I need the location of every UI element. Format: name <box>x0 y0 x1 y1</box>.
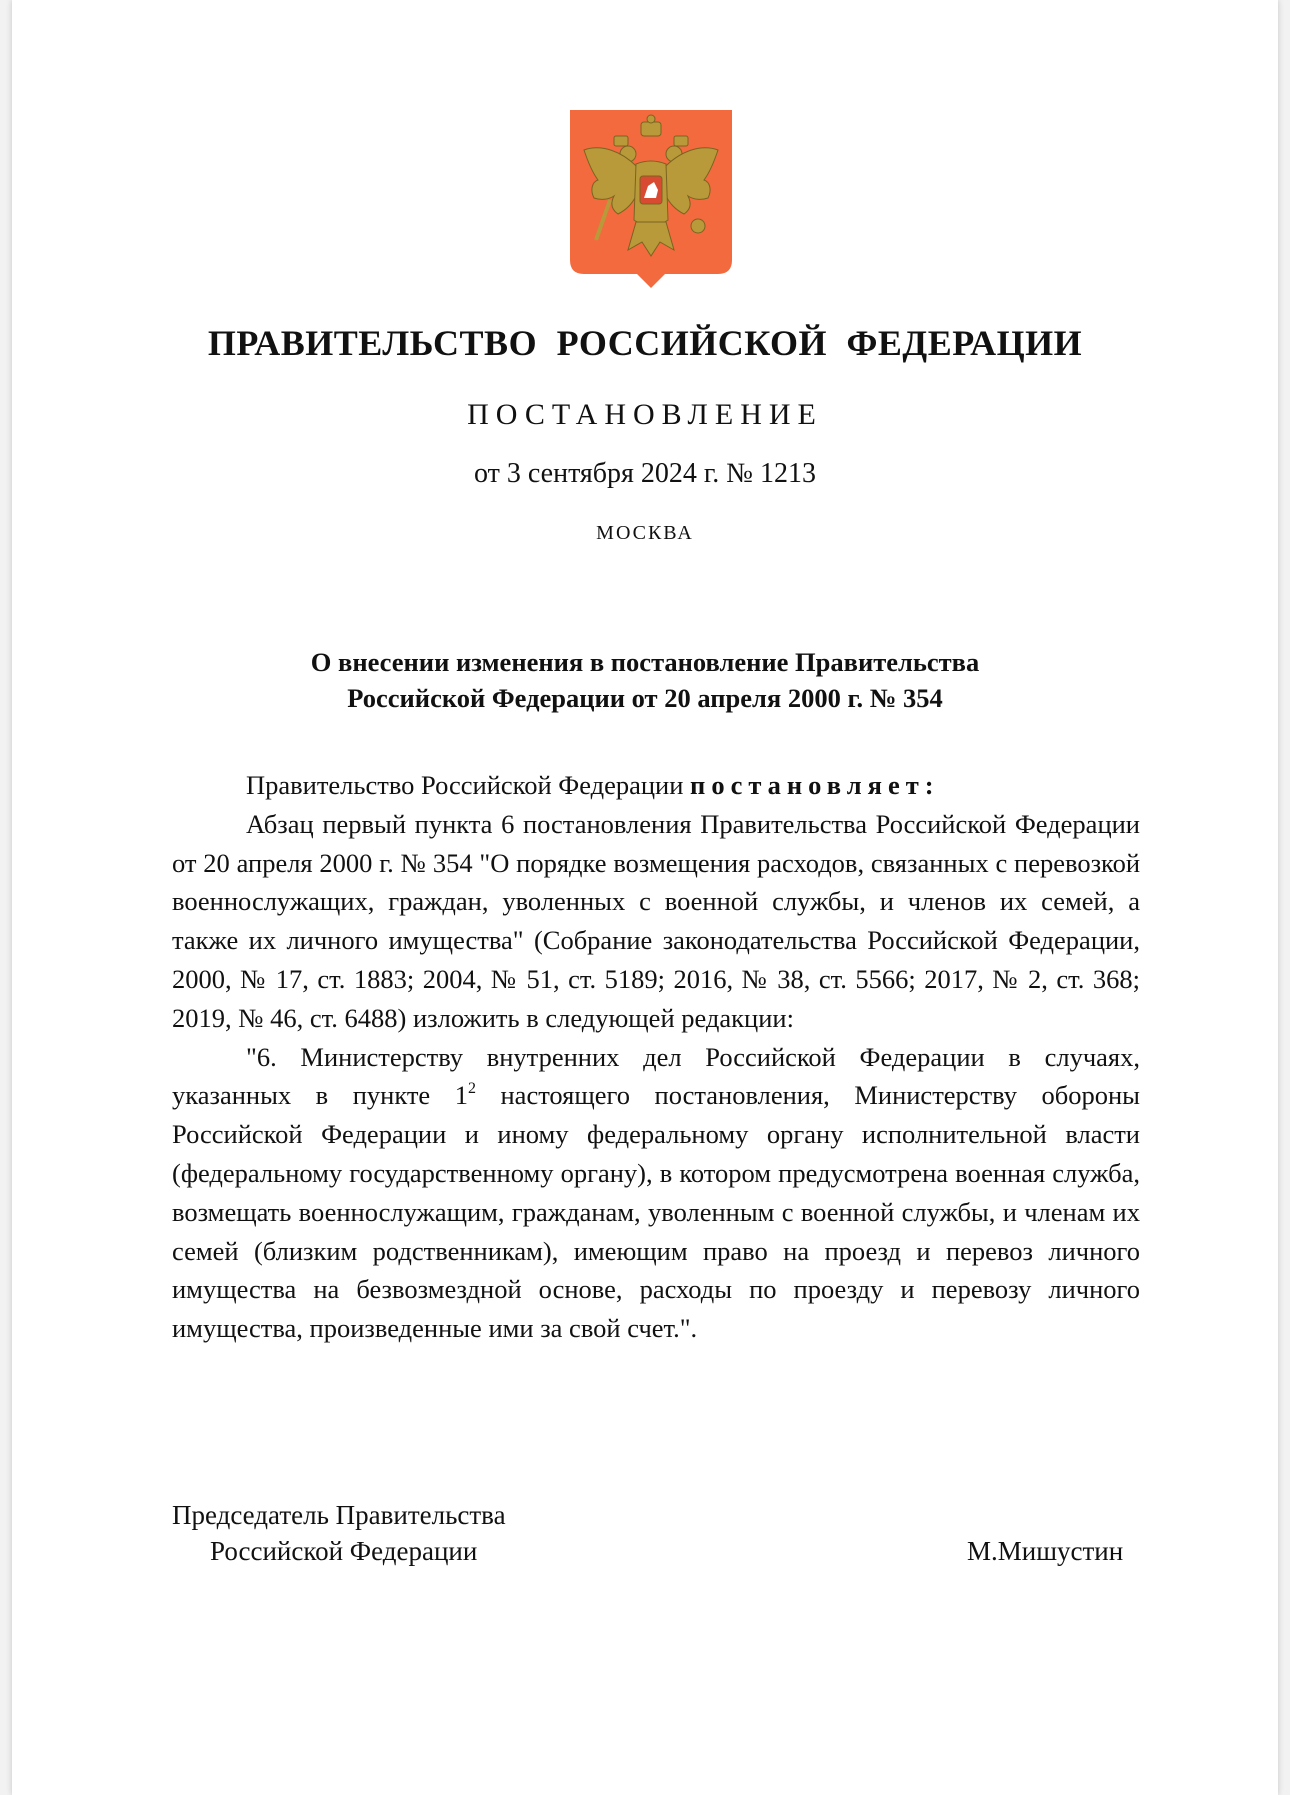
document-page <box>12 0 1278 1795</box>
body-paragraph-1: Абзац первый пункта 6 постановления Правительства Российской Федерации от 20 апреля 2000 г. № 354 "О порядке возмещения расходов, связанных с перевозкой военнослужащих, граждан, уволенных с военной службы, и членов их семей, а также их личного имущества" (Собрание законодательства Российской Федерации, 2000, № 17, ст. 1883; 2004, № 51, ст. 5189; 2016, № 38, ст. 5566; 2017, № 2, ст. 368; 2019, № 46, ст. 6488) изложить в следующей редакции: <box>172 808 1140 1033</box>
document-body <box>172 766 1140 1348</box>
subject-line-1: О внесении изменения в постановление Правительства <box>310 647 980 677</box>
document-date-number: от 3 сентября 2024 г. № 1213 <box>474 458 816 489</box>
signatory-position-line-1: Председатель Правительства <box>172 1500 506 1530</box>
para2-superscript: 2 <box>467 1080 476 1098</box>
coat-of-arms-emblem <box>570 110 732 290</box>
body-intro <box>172 766 1140 805</box>
intro-lead: Правительство Российской Федерации <box>246 770 691 800</box>
subject-line-2: Российской Федерации от 20 апреля 2000 г. № 354 <box>347 683 943 713</box>
government-title: ПРАВИТЕЛЬСТВО РОССИЙСКОЙ ФЕДЕРАЦИИ <box>207 323 1083 363</box>
intro-verb: постановляет: <box>690 770 940 800</box>
signatory-position-line-2: Российской Федерации <box>210 1536 478 1566</box>
document-city: МОСКВА <box>596 522 694 544</box>
signatory-position <box>172 1497 506 1569</box>
document-subject <box>162 644 1128 716</box>
body-paragraph-2 <box>172 1038 1140 1348</box>
signatory-name: М.Мишустин <box>967 1536 1124 1566</box>
para2-start: "6. Министерству внутренних дел Российской Федерации в случаях, указанных в пункте 1 <box>172 1041 1140 1111</box>
document-type: ПОСТАНОВЛЕНИЕ <box>467 398 823 431</box>
para2-end: настоящего постановления, Министерству обороны Российской Федерации и иному федеральному органу исполнительной власти (федеральному государственному органу), в котором предусмотрена военная служба, возмещать военнослужащим, гражданам, уволенным с военной службы, и членам их семей (близким родственникам), имеющим право на проезд и перевоз личного имущества на безвозмездной основе, расходы по проезду и перевозу личного имущества, произведенные ими за свой счет.". <box>172 1080 1140 1344</box>
